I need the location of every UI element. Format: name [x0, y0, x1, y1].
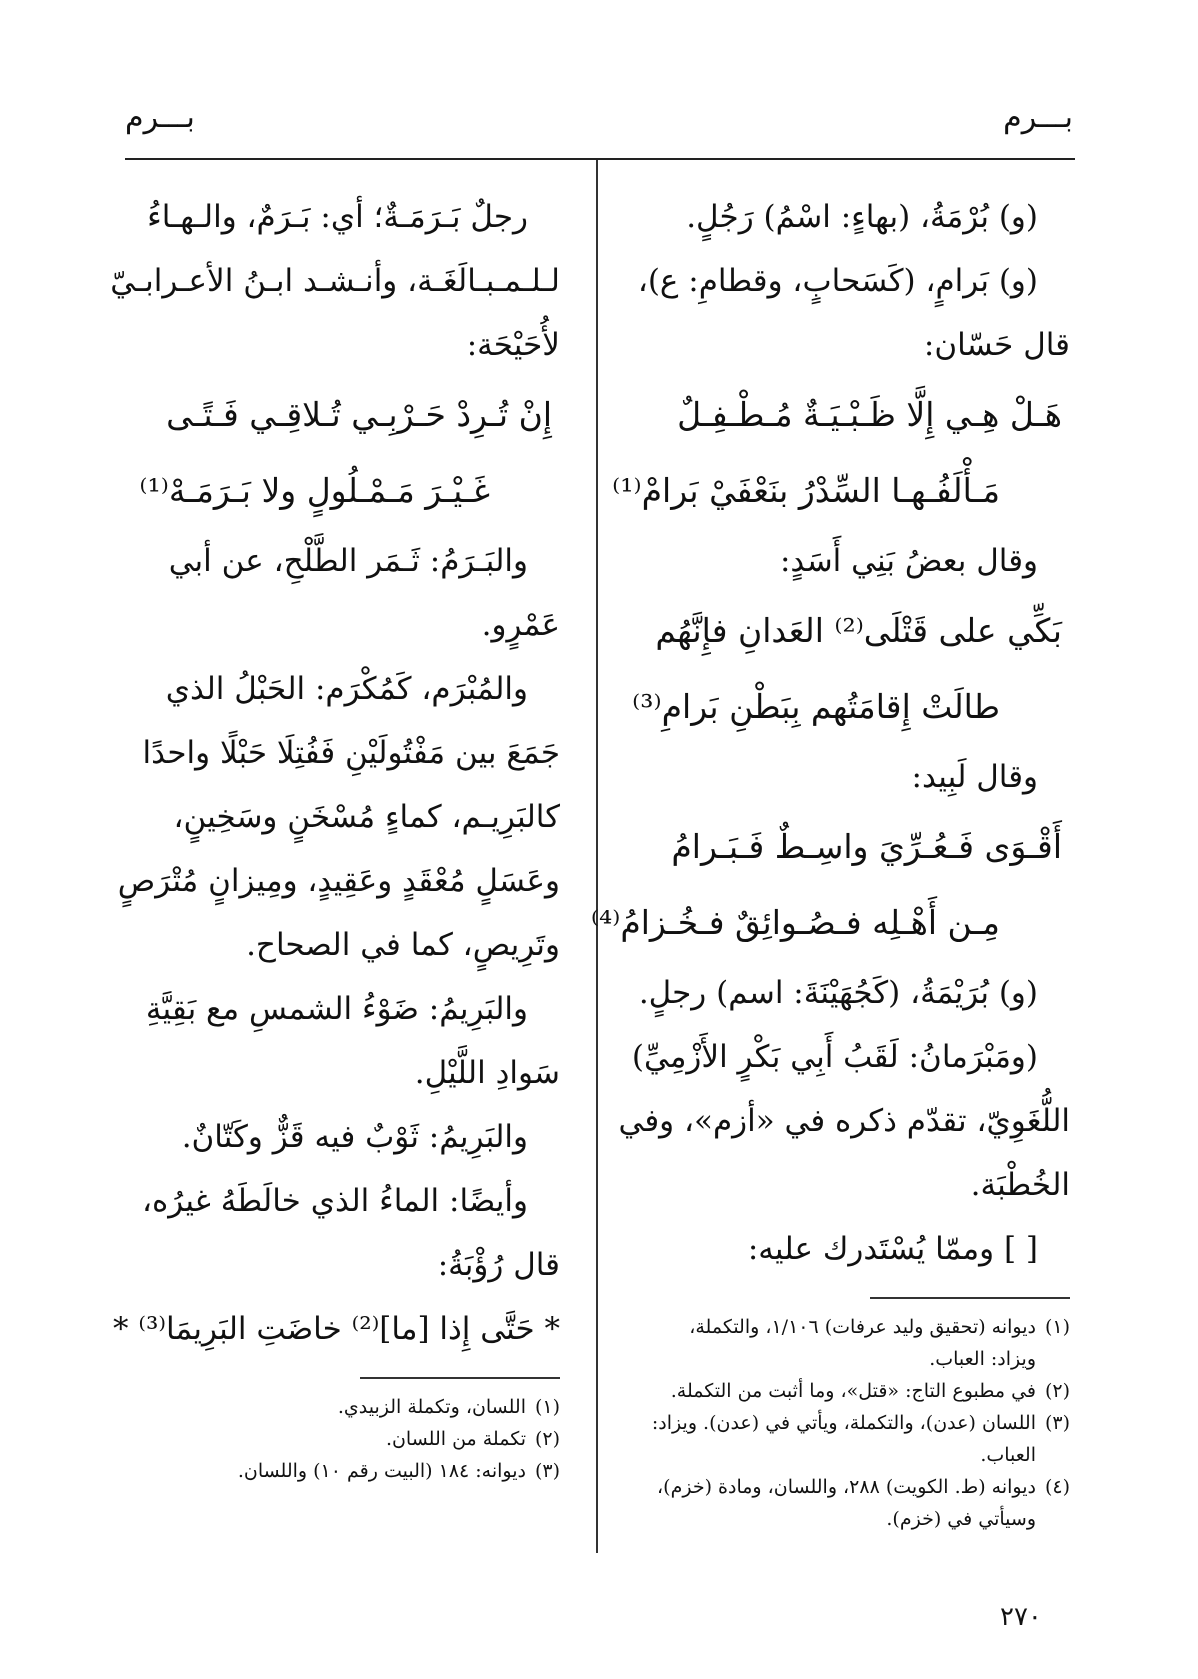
- footnote-text: ديوانه: ١٨٤ (البيت رقم ١٠) واللسان.: [237, 1460, 526, 1482]
- text-line: والمُبْرَم، كَمُكْرَم: الحَبْلُ الذي: [165, 671, 528, 707]
- text-line: * حَتَّى إِذا [ما]⁽²⁾ خاضَتِ البَرِيمَا⁽³⁾ *: [113, 1311, 560, 1347]
- footnote-number: (٣): [1044, 1412, 1070, 1434]
- footnote: [626, 1503, 1070, 1535]
- footnote-text: ديوانه (ط. الكويت) ٢٨٨، واللسان، ومادة (خزم)،: [657, 1476, 1036, 1498]
- footnote-text: اللسان (عدن)، والتكملة، ويأتي في (عدن). ويزاد:: [651, 1412, 1036, 1434]
- verse-line: مَـأْلَفُـهـا السِّدْرُ بنَعْفَيْ بَرامْ⁽¹⁾: [612, 471, 1000, 510]
- text-line: اللُّغَوِيّ، تقدّم ذكره في «أزم»، وفي: [618, 1103, 1070, 1139]
- verse-line: غَـيْـرَ مَـمْـلُولٍ ولا بَـرَمَـهْ⁽¹⁾: [139, 471, 490, 510]
- text-line: (و) بَرامٍ، (كَسَحابٍ، وقطامِ: ع)،: [637, 263, 1038, 299]
- text-line: وقال لَبِيد:: [911, 759, 1038, 795]
- footnote: [118, 1455, 560, 1487]
- text-line: لأُحَيْحَة:: [466, 327, 560, 363]
- footnote-rule: [870, 1297, 1070, 1299]
- verse-line: إِنْ تُـرِدْ حَـرْبِـي تُـلاقِـي فَـتًـى: [166, 395, 552, 434]
- text-line: قال حَسّان:: [923, 327, 1070, 363]
- text-line: قال رُؤْبَةُ:: [437, 1247, 560, 1283]
- verse-line: طالَتْ إِقامَتُهم بِبَطْنِ بَرامِ⁽³⁾: [632, 687, 1000, 726]
- footnote-text: تكملة من اللسان.: [385, 1428, 526, 1450]
- text-line: (ومَبْرَمانُ: لَقَبُ أَبِي بَكْرٍ الأَزْمِيِّ): [631, 1039, 1038, 1075]
- verse-line: بَكِّي على قَتْلَى⁽²⁾ العَدانِ فإِنَّهُم: [655, 611, 1062, 650]
- running-header-right: بـــرم: [1003, 100, 1073, 135]
- text-line: كالبَرِيـم، كماءٍ مُسْخَنٍ وسَخِينٍ،: [173, 799, 560, 835]
- footnote-number: (٢): [1044, 1380, 1070, 1402]
- header-rule: [125, 158, 1075, 160]
- text-line: والبَرِيمُ: ثَوْبٌ فيه قَزٌّ وكَتّانٌ.: [181, 1119, 528, 1155]
- text-line: رجلٌ بَـرَمَـةٌ؛ أي: بَـرَمٌ، والـهـاءُ: [147, 199, 528, 235]
- footnote-number: (٣): [534, 1460, 560, 1482]
- running-header-left: بـــرم: [125, 100, 195, 135]
- footnote-text: العباب.: [980, 1444, 1036, 1466]
- verse-line: مِـن أَهْـلِه فـصُـوائِقٌ فـخُـزامُ⁽⁴⁾: [590, 903, 1000, 942]
- footnote: [626, 1375, 1070, 1407]
- footnote-text: في مطبوع التاج: «قتل»، وما أثبت من التكملة.: [670, 1380, 1036, 1402]
- footnote-rule: [360, 1377, 560, 1379]
- column-divider: [596, 160, 598, 1553]
- text-line: جَمَعَ بين مَفْتُولَيْنِ فَفُتِلَا حَبْلًا واحدًا: [142, 735, 560, 771]
- text-line: (و) بُرْمَةُ، (بهاءٍ: اسْمُ) رَجُلٍ.: [686, 199, 1038, 235]
- text-line: [ ] وممّا يُسْتَدرك عليه:: [747, 1231, 1038, 1267]
- footnotes: [118, 1391, 560, 1487]
- footnotes: [626, 1311, 1070, 1535]
- footnote-text: ويزاد: العباب.: [929, 1348, 1036, 1370]
- text-line: وأيضًا: الماءُ الذي خالَطَهُ غيرُه،: [141, 1183, 528, 1219]
- page-number: ٢٧٠: [1000, 1602, 1042, 1632]
- footnote-number: (٤): [1044, 1476, 1070, 1498]
- text-line: سَوادِ اللَّيْلِ.: [414, 1055, 560, 1091]
- text-line: وعَسَلٍ مُعْقَدٍ وعَقِيدٍ، ومِيزانٍ مُتْرَصٍ: [117, 863, 560, 899]
- text-line: الخُطْبَة.: [970, 1167, 1070, 1203]
- footnote-text: ديوانه (تحقيق وليد عرفات) ١/١٠٦، والتكملة،: [689, 1316, 1036, 1338]
- right-column: [590, 185, 1070, 1535]
- footnote: [626, 1311, 1070, 1343]
- footnote: [626, 1343, 1070, 1375]
- footnote: [626, 1439, 1070, 1471]
- text-line: وتَرِيصٍ، كما في الصحاح.: [246, 927, 560, 963]
- footnote-number: (١): [1044, 1316, 1070, 1338]
- text-line: عَمْرٍو.: [481, 607, 560, 643]
- text-line: والبَرِيمُ: ضَوْءُ الشمسِ مع بَقِيَّةِ: [145, 991, 528, 1027]
- footnote-number: (٢): [534, 1428, 560, 1450]
- footnote-text: اللسان، وتكملة الزبيدي.: [337, 1396, 526, 1418]
- text-line: لـلـمـبـالَغَـة، وأنـشـد ابـنُ الأعـرابـيّ: [110, 263, 560, 299]
- left-column: [110, 185, 560, 1487]
- text-line: والبَـرَمُ: ثَـمَر الطَّلْحِ، عن أبي: [168, 543, 528, 579]
- footnote: [626, 1407, 1070, 1439]
- text-line: (و) بُرَيْمَةُ، (كَجُهَيْنَةَ: اسم) رجلٍ.: [638, 975, 1038, 1011]
- footnote-number: (١): [534, 1396, 560, 1418]
- verse-line: هَـلْ هِـي إِلَّا ظَـبْـيَـةٌ مُـطْـفِـلٌ: [677, 395, 1062, 434]
- footnote-text: وسيأتي في (خزم).: [886, 1508, 1036, 1530]
- footnote: [118, 1391, 560, 1423]
- verse-line: أَقْـوَى فَـعُـرِّيَ واسِـطٌ فَـبَـرامُ: [671, 827, 1062, 866]
- footnote: [626, 1471, 1070, 1503]
- text-line: وقال بعضُ بَنِي أَسَدٍ:: [779, 543, 1038, 579]
- footnote: [118, 1423, 560, 1455]
